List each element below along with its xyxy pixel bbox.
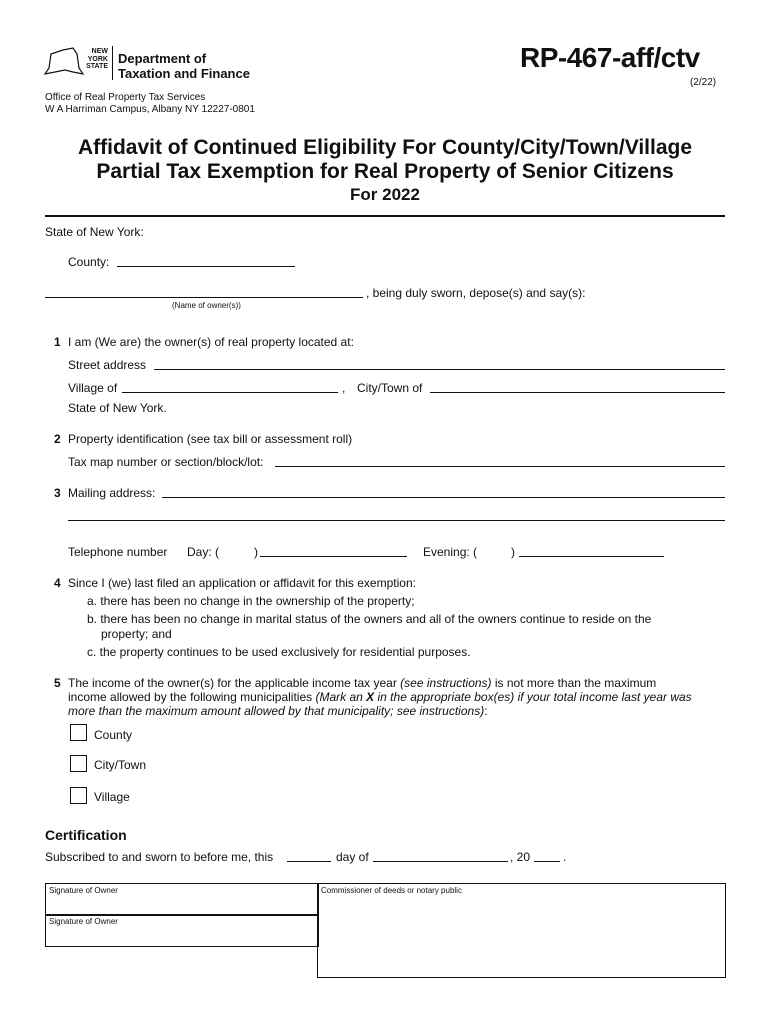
village-label: Village of xyxy=(68,381,118,395)
county-checkbox[interactable] xyxy=(70,724,87,741)
ny-state-logo-text: NEW YORK STATE xyxy=(86,48,108,70)
tax-map-label: Tax map number or section/block/lot: xyxy=(68,455,264,469)
day-phone-field[interactable] xyxy=(260,556,407,557)
owner-name-field[interactable] xyxy=(45,297,363,298)
street-address-field[interactable] xyxy=(154,369,725,370)
city-town-checkbox[interactable] xyxy=(70,755,87,772)
certification-heading: Certification xyxy=(45,827,127,843)
notary-label: Commissioner of deeds or notary public xyxy=(321,886,462,895)
form-revision: (2/22) xyxy=(690,77,717,88)
mailing-address-field-1[interactable] xyxy=(162,497,725,498)
owner-signature-1-label: Signature of Owner xyxy=(49,886,118,895)
sworn-month-field[interactable] xyxy=(373,861,508,862)
item-5-number: 5 xyxy=(54,676,61,690)
item-4-number: 4 xyxy=(54,576,61,590)
day-of-text: day of xyxy=(336,850,369,864)
owner-signature-2-label: Signature of Owner xyxy=(49,917,118,926)
item-3-number: 3 xyxy=(54,486,61,500)
village-field[interactable] xyxy=(122,392,338,393)
day-phone-paren: ) xyxy=(254,545,258,559)
street-address-label: Street address xyxy=(68,358,147,372)
city-town-label: City/Town of xyxy=(357,381,423,395)
day-phone-label: Day: ( xyxy=(187,545,220,559)
item-4-c: c. the property continues to be used exclusively for residential purposes. xyxy=(87,645,471,659)
state-label: State of New York: xyxy=(45,225,144,239)
owner-name-caption: (Name of owner(s)) xyxy=(172,301,241,310)
sworn-day-field[interactable] xyxy=(287,861,331,862)
page-subtitle-year: For 2022 xyxy=(350,185,420,204)
item-1-number: 1 xyxy=(54,335,61,349)
item-5-line1: The income of the owner(s) for the applicable income tax year (see instructions) is not more than the maximum xyxy=(68,676,657,690)
item-2-text: Property identification (see tax bill or assessment roll) xyxy=(68,432,353,446)
city-town-field[interactable] xyxy=(430,392,725,393)
new-york-state-map-icon xyxy=(43,46,85,80)
evening-phone-paren: ) xyxy=(511,545,515,559)
sworn-year-field[interactable] xyxy=(534,861,560,862)
subscribed-text: Subscribed to and sworn to before me, this xyxy=(45,850,274,864)
notary-signature-box[interactable] xyxy=(317,883,726,978)
item-1-text: I am (We are) the owner(s) of real property located at: xyxy=(68,335,354,349)
page-title: Affidavit of Continued Eligibility For County/City/Town/Village Partial Tax Exemption for Real Property of Senior Citizens xyxy=(77,136,693,183)
sworn-statement: , being duly sworn, depose(s) and say(s): xyxy=(366,286,586,300)
village-comma: , xyxy=(342,381,346,395)
county-label: County: xyxy=(68,255,110,269)
item-4-text: Since I (we) last filed an application or affidavit for this exemption: xyxy=(68,576,416,590)
mailing-address-field-2[interactable] xyxy=(68,520,725,521)
owner-signature-box-1[interactable] xyxy=(45,883,319,916)
mailing-address-label: Mailing address: xyxy=(68,486,156,500)
village-checkbox[interactable] xyxy=(70,787,87,804)
owner-signature-box-2[interactable] xyxy=(45,914,319,947)
evening-phone-label: Evening: ( xyxy=(423,545,478,559)
item-4-b-line1: b. there has been no change in marital status of the owners and all of the owners continue to reside on the xyxy=(87,612,652,626)
certification-period: . xyxy=(563,850,567,864)
city-town-option-label: City/Town xyxy=(94,758,147,772)
item-4-a: a. there has been no change in the ownership of the property; xyxy=(87,594,415,608)
year-prefix-text: , 20 xyxy=(510,850,531,864)
county-option-label: County xyxy=(94,728,133,742)
telephone-label: Telephone number xyxy=(68,545,168,559)
item-5-line2: income allowed by the following municipalities (Mark an X in the appropriate box(es) if your total income last year was xyxy=(68,690,692,704)
item-5-line3: more than the maximum amount allowed by that municipality; see instructions): xyxy=(68,704,488,718)
tax-map-field[interactable] xyxy=(275,466,725,467)
item-2-number: 2 xyxy=(54,432,61,446)
evening-phone-field[interactable] xyxy=(519,556,664,557)
department-name: Department of Taxation and Finance xyxy=(118,51,250,81)
county-field[interactable] xyxy=(117,266,295,267)
title-rule xyxy=(45,215,725,217)
office-address: Office of Real Property Tax Services W A Harriman Campus, Albany NY 12227-0801 xyxy=(45,92,255,115)
form-number: RP-467-aff/ctv xyxy=(520,42,700,73)
item-4-b-line2: property; and xyxy=(101,627,172,641)
village-option-label: Village xyxy=(94,790,130,804)
logo-divider xyxy=(112,46,113,80)
state-of-ny-text: State of New York. xyxy=(68,401,167,415)
